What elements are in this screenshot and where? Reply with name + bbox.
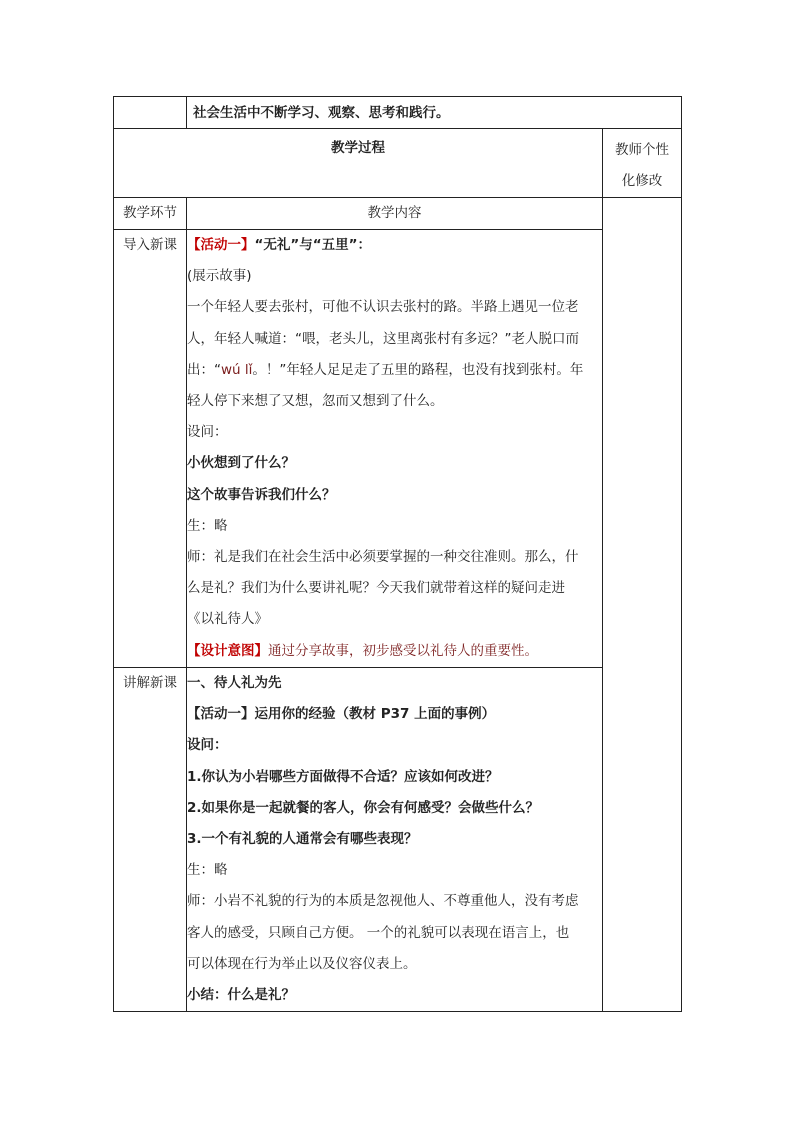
question-2: 这个故事告诉我们什么？ (187, 486, 336, 503)
section-heading: 一、待人礼为先 (187, 675, 282, 691)
content-cell-intro (187, 230, 603, 668)
top-row-empty-cell (114, 97, 187, 129)
student-answer-2: 生：略 (187, 862, 228, 879)
question-2-1: 1.你认为小岩哪些方面做得不合适？应该如何改进？ (187, 768, 499, 785)
stage-column-header (114, 198, 187, 230)
design-intent-tag: 【设计意图】 (187, 642, 268, 659)
teacher-2-line-2: 客人的感受，只顾自己方便。 一个的礼貌可以表现在语言上，也 (187, 924, 570, 941)
content-column-header-text: 教学内容 (367, 205, 422, 221)
question-2-2: 2.如果你是一起就餐的客人，你会有何感受？会做些什么？ (187, 799, 540, 816)
teacher-col-line1: 教师个性 (615, 142, 669, 158)
story-line-1: 一个年轻人要去张村，可他不认识去张村的路。半路上遇见一位老 (187, 299, 579, 316)
design-intent (187, 636, 602, 667)
stage-cell-new-lesson (114, 668, 187, 1012)
story-line-3a: 出：“ (187, 361, 221, 378)
activity-2-heading (187, 699, 602, 730)
activity-2-text: 运用你的经验（教材 P37 上面的事例） (254, 706, 496, 723)
teacher-line-2: 么是礼？我们为什么要讲礼呢？今天我们就带着这样的疑问走进 (187, 580, 565, 597)
table-row-top (114, 97, 682, 129)
stage-cell-intro (114, 230, 187, 668)
top-row-text: 社会生活中不断学习、观察、思考和践行。 (193, 105, 450, 121)
story-line-3b: 。！”年轻人足足走了五里的路程，也没有找到张村。年 (252, 361, 584, 378)
process-title: 教学过程 (331, 140, 385, 156)
story-tag: (展示故事) (187, 268, 252, 285)
activity-tag: 【活动一】 (187, 237, 255, 253)
ask-label-2: 设问： (187, 737, 228, 754)
design-intent-text: 通过分享故事，初步感受以礼待人的重要性。 (268, 642, 538, 659)
teacher-line-3: 《以礼待人》 (187, 611, 268, 628)
table-row-process-header (114, 129, 682, 198)
question-2-3: 3.一个有礼貌的人通常会有哪些表现？ (187, 831, 418, 848)
stage-intro-label: 导入新课 (123, 237, 177, 253)
stage-column-header-text: 教学环节 (123, 205, 177, 221)
stage-new-lesson-label: 讲解新课 (123, 675, 177, 691)
activity-heading (187, 230, 602, 261)
ask-label: 设问： (187, 424, 228, 441)
student-answer: 生：略 (187, 517, 228, 534)
content-column-header (187, 198, 603, 230)
teacher-2-line-3: 可以体现在行为举止以及仪容仪表上。 (187, 955, 417, 972)
activity-2-tag: 【活动一】 (187, 706, 255, 723)
teacher-2-line-1: 师：小岩不礼貌的行为的本质是忽视他人、不尊重他人，没有考虑 (187, 893, 579, 910)
summary-question: 小结：什么是礼？ (187, 987, 295, 1004)
activity-title: “无礼”与“五里”： (254, 237, 371, 253)
table-row-section1 (114, 230, 682, 668)
lesson-plan-table (113, 96, 682, 1012)
story-line-3 (187, 355, 602, 386)
story-pinyin: wú lǐ (221, 361, 253, 378)
table-row-column-headers (114, 198, 682, 230)
story-line-2: 人，年轻人喊道：“喂，老头儿，这里离张村有多远？”老人脱口而 (187, 330, 579, 347)
top-row-content-cell (187, 97, 682, 129)
teacher-col-line2: 化修改 (621, 173, 663, 189)
table-row-section2 (114, 668, 682, 1012)
question-1: 小伙想到了什么？ (187, 455, 295, 472)
story-line-4: 轻人停下来想了又想，忽而又想到了什么。 (187, 393, 444, 410)
process-title-cell (114, 129, 603, 198)
teacher-modification-cell (603, 198, 682, 1012)
teacher-modification-header (603, 129, 682, 198)
content-cell-new-lesson (187, 668, 603, 1012)
teacher-line-1: 师：礼是我们在社会生活中必须要掌握的一种交往准则。那么，什 (187, 549, 579, 566)
